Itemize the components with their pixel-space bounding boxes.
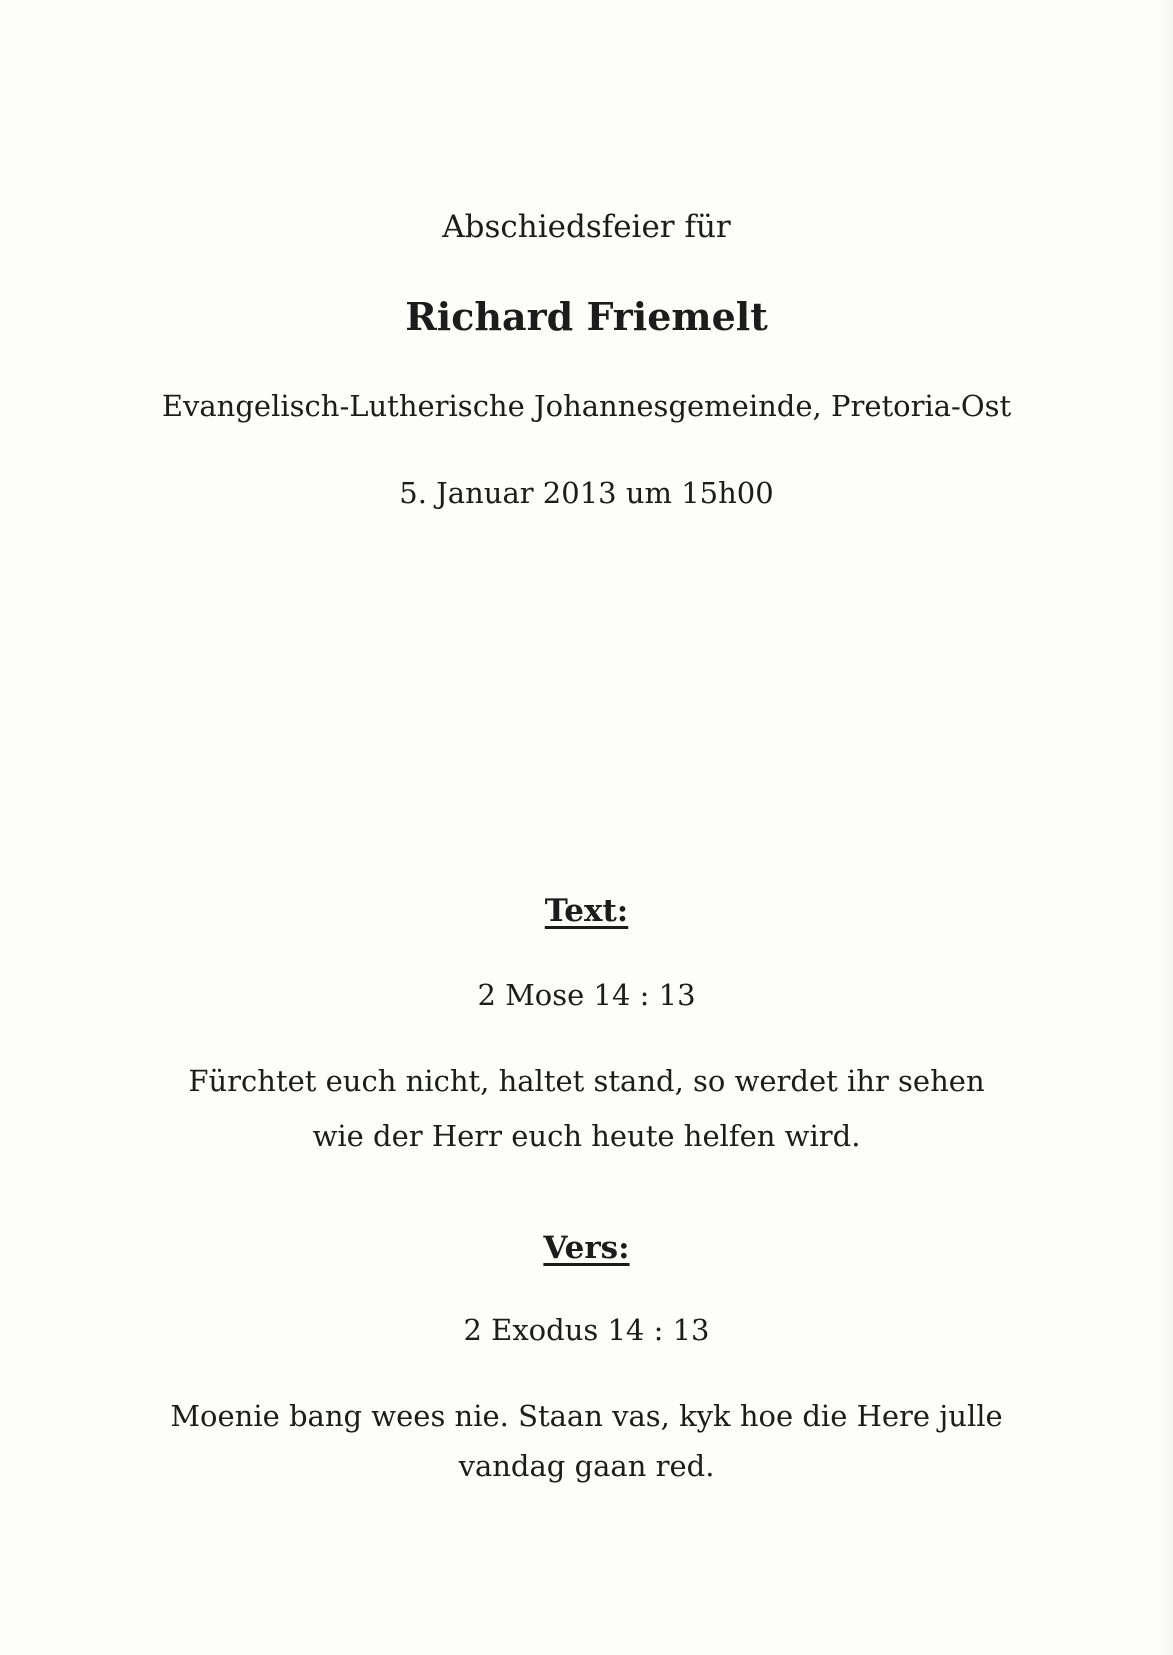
greeting-line: Abschiedsfeier für	[442, 209, 731, 245]
vers-heading: Vers:	[543, 1230, 630, 1266]
service-date: 5. Januar 2013 um 15h00	[399, 476, 774, 510]
vers-reference: 2 Exodus 14 : 13	[463, 1313, 710, 1347]
text-reference: 2 Mose 14 : 13	[477, 978, 696, 1012]
vers-verse-line: Moenie bang wees nie. Staan vas, kyk hoe die Here julle	[170, 1399, 1003, 1433]
church-name: Evangelisch-Lutherische Johannesgemeinde, Pretoria-Ost	[161, 389, 1012, 423]
text-heading: Text:	[544, 893, 629, 929]
text-verse-line: Fürchtet euch nicht, haltet stand, so werdet ihr sehen	[188, 1064, 985, 1098]
vers-verse-line: vandag gaan red.	[458, 1449, 715, 1483]
deceased-name: Richard Friemelt	[405, 294, 768, 339]
text-verse-line: wie der Herr euch heute helfen wird.	[312, 1119, 861, 1153]
